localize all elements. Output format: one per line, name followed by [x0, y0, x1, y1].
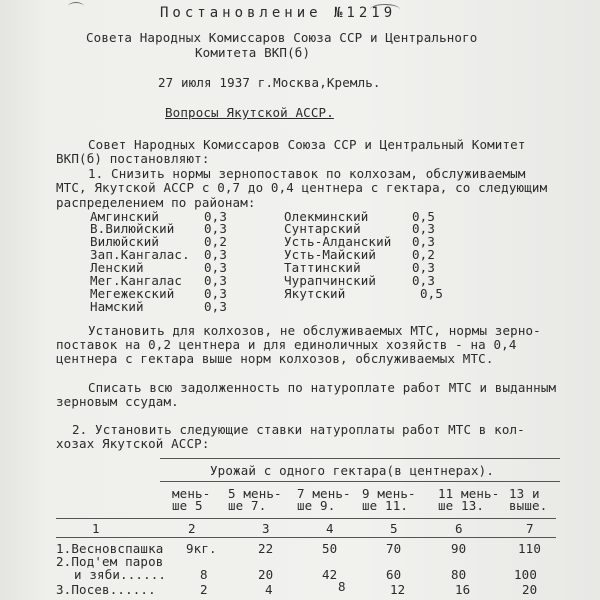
table-cell: 110 [518, 541, 542, 556]
district-value: 0,3 [412, 221, 436, 236]
column-number: 7 [526, 521, 534, 536]
column-header: ше 9. [297, 498, 336, 513]
table-cell: 42 [322, 567, 338, 582]
district-value: 0,3 [204, 273, 228, 288]
district-value: 0,2 [412, 247, 436, 262]
district-value: 0,3 [204, 247, 228, 262]
paragraph-line: 1. Снизить нормы зернопоставок по колхозам, обслуживаемым [88, 166, 526, 181]
district-name: Амгинский [90, 209, 160, 224]
column-header: ше 7. [228, 498, 267, 513]
table-rule [160, 458, 560, 459]
row-label: 1.Весновспашка [56, 541, 164, 556]
district-name: Ленский [90, 260, 144, 275]
table-cell: 2 [200, 582, 208, 597]
paragraph-line: центнера с гектара выше норм колхозов, обслуживаемых МТС. [56, 351, 494, 366]
district-value: 0,3 [412, 234, 436, 249]
decree-title: Постановление №1219 [160, 5, 397, 21]
row-label: и зяби...... [74, 567, 167, 582]
district-value: 0,3 [204, 209, 228, 224]
dateline: 27 июля 1937 г.Москва,Кремль. [158, 75, 381, 90]
district-name: Сунтарский [284, 221, 361, 236]
table-cell: 16 [455, 582, 471, 597]
district-name: Усть-Алданский [284, 234, 392, 249]
district-name: Мег.Кангалас [90, 273, 183, 288]
table-cell: 50 [322, 541, 338, 556]
district-name: Зап.Кангалас. [90, 247, 190, 262]
table-cell: 20 [522, 582, 538, 597]
table-cell: 8 [338, 579, 346, 594]
column-header: 11 мень- [438, 486, 500, 501]
column-number: 4 [326, 521, 334, 536]
column-header: 7 мень- [297, 486, 351, 501]
district-value: 0,3 [412, 260, 436, 275]
district-name: В.Вилюйский [90, 221, 175, 236]
paragraph-line: хозах Якутской АССР: [56, 436, 210, 451]
column-header: выше. [509, 498, 548, 513]
column-header: 5 мень- [228, 486, 282, 501]
table-cell: 12 [390, 582, 406, 597]
column-header: ше 5 [172, 498, 203, 513]
district-value: 0,3 [412, 273, 436, 288]
paragraph-line: распределением по районам: [56, 195, 256, 210]
column-number: 3 [262, 521, 270, 536]
handwritten-mark [68, 2, 84, 11]
district-value: 0,3 [204, 260, 228, 275]
paragraph-line: МТС, Якутской АССР с 0,7 до 0,4 центнера с гектара, со следующим [56, 180, 548, 195]
table-cell: 100 [514, 567, 538, 582]
table-cell: 80 [451, 567, 467, 582]
paragraph-line: поставок на 0,2 центнера и для единоличных хозяйств - на 0,4 [56, 337, 517, 352]
table-cell: 60 [386, 567, 402, 582]
column-number: 1 [92, 521, 100, 536]
table-rule [160, 481, 560, 482]
column-number: 6 [455, 521, 463, 536]
district-value: 0,5 [420, 286, 444, 301]
column-header: 9 мень- [362, 486, 416, 501]
table-cell: 90 [451, 541, 467, 556]
paragraph-line: 2. Установить следующие ставки натуроплаты работ МТС в кол- [72, 422, 525, 437]
column-number: 2 [188, 521, 196, 536]
district-name: Усть-Майский [284, 247, 377, 262]
intro-line: ВКП(б) постановляют: [56, 151, 210, 166]
table-cell: 4 [265, 582, 273, 597]
column-header: ше 13. [438, 498, 485, 513]
district-value: 0,3 [204, 221, 228, 236]
row-label: 2.Под'ем паров [56, 554, 164, 569]
table-cell: 8 [200, 567, 208, 582]
column-header: 13 и [509, 486, 540, 501]
district-value: 0,5 [412, 209, 436, 224]
district-name: Олекминский [284, 209, 369, 224]
district-name: Якутский [284, 286, 346, 301]
issuing-body-line2: Комитета ВКП(б) [195, 45, 311, 60]
column-number: 5 [390, 521, 398, 536]
table-cell: 70 [386, 541, 402, 556]
district-value: 0,3 [204, 299, 228, 314]
row-label: 3.Посев...... [56, 582, 156, 597]
district-name: Чурапчинский [284, 273, 377, 288]
district-name: Мегежекский [90, 286, 175, 301]
district-value: 0,3 [204, 286, 228, 301]
table-caption: Урожай с одного гектара(в центнерах). [210, 463, 494, 478]
intro-line: Совет Народных Комиссаров Союза ССР и Центральный Комитет [88, 137, 526, 152]
district-value: 0,2 [204, 234, 228, 249]
table-cell: 20 [258, 567, 274, 582]
issuing-body-line1: Совета Народных Комиссаров Союза ССР и Центрального [86, 30, 478, 45]
district-name: Намский [90, 299, 144, 314]
paragraph-line: Установить для колхозов, не обслуживаемых МТС, нормы зерно- [88, 323, 541, 338]
column-header: мень- [172, 486, 211, 501]
district-name: Таттинский [284, 260, 361, 275]
table-rule [56, 537, 556, 538]
table-cell: 22 [258, 541, 274, 556]
table-cell: 9кг. [186, 541, 217, 556]
table-rule [56, 518, 556, 519]
subject-line: Вопросы Якутской АССР. [165, 105, 334, 120]
paragraph-line: Списать всю задолженность по натуроплате работ МТС и выданным [88, 380, 557, 395]
district-name: Вилюйский [90, 234, 160, 249]
column-header: ше 11. [362, 498, 409, 513]
paragraph-line: зерновым ссудам. [56, 394, 179, 409]
